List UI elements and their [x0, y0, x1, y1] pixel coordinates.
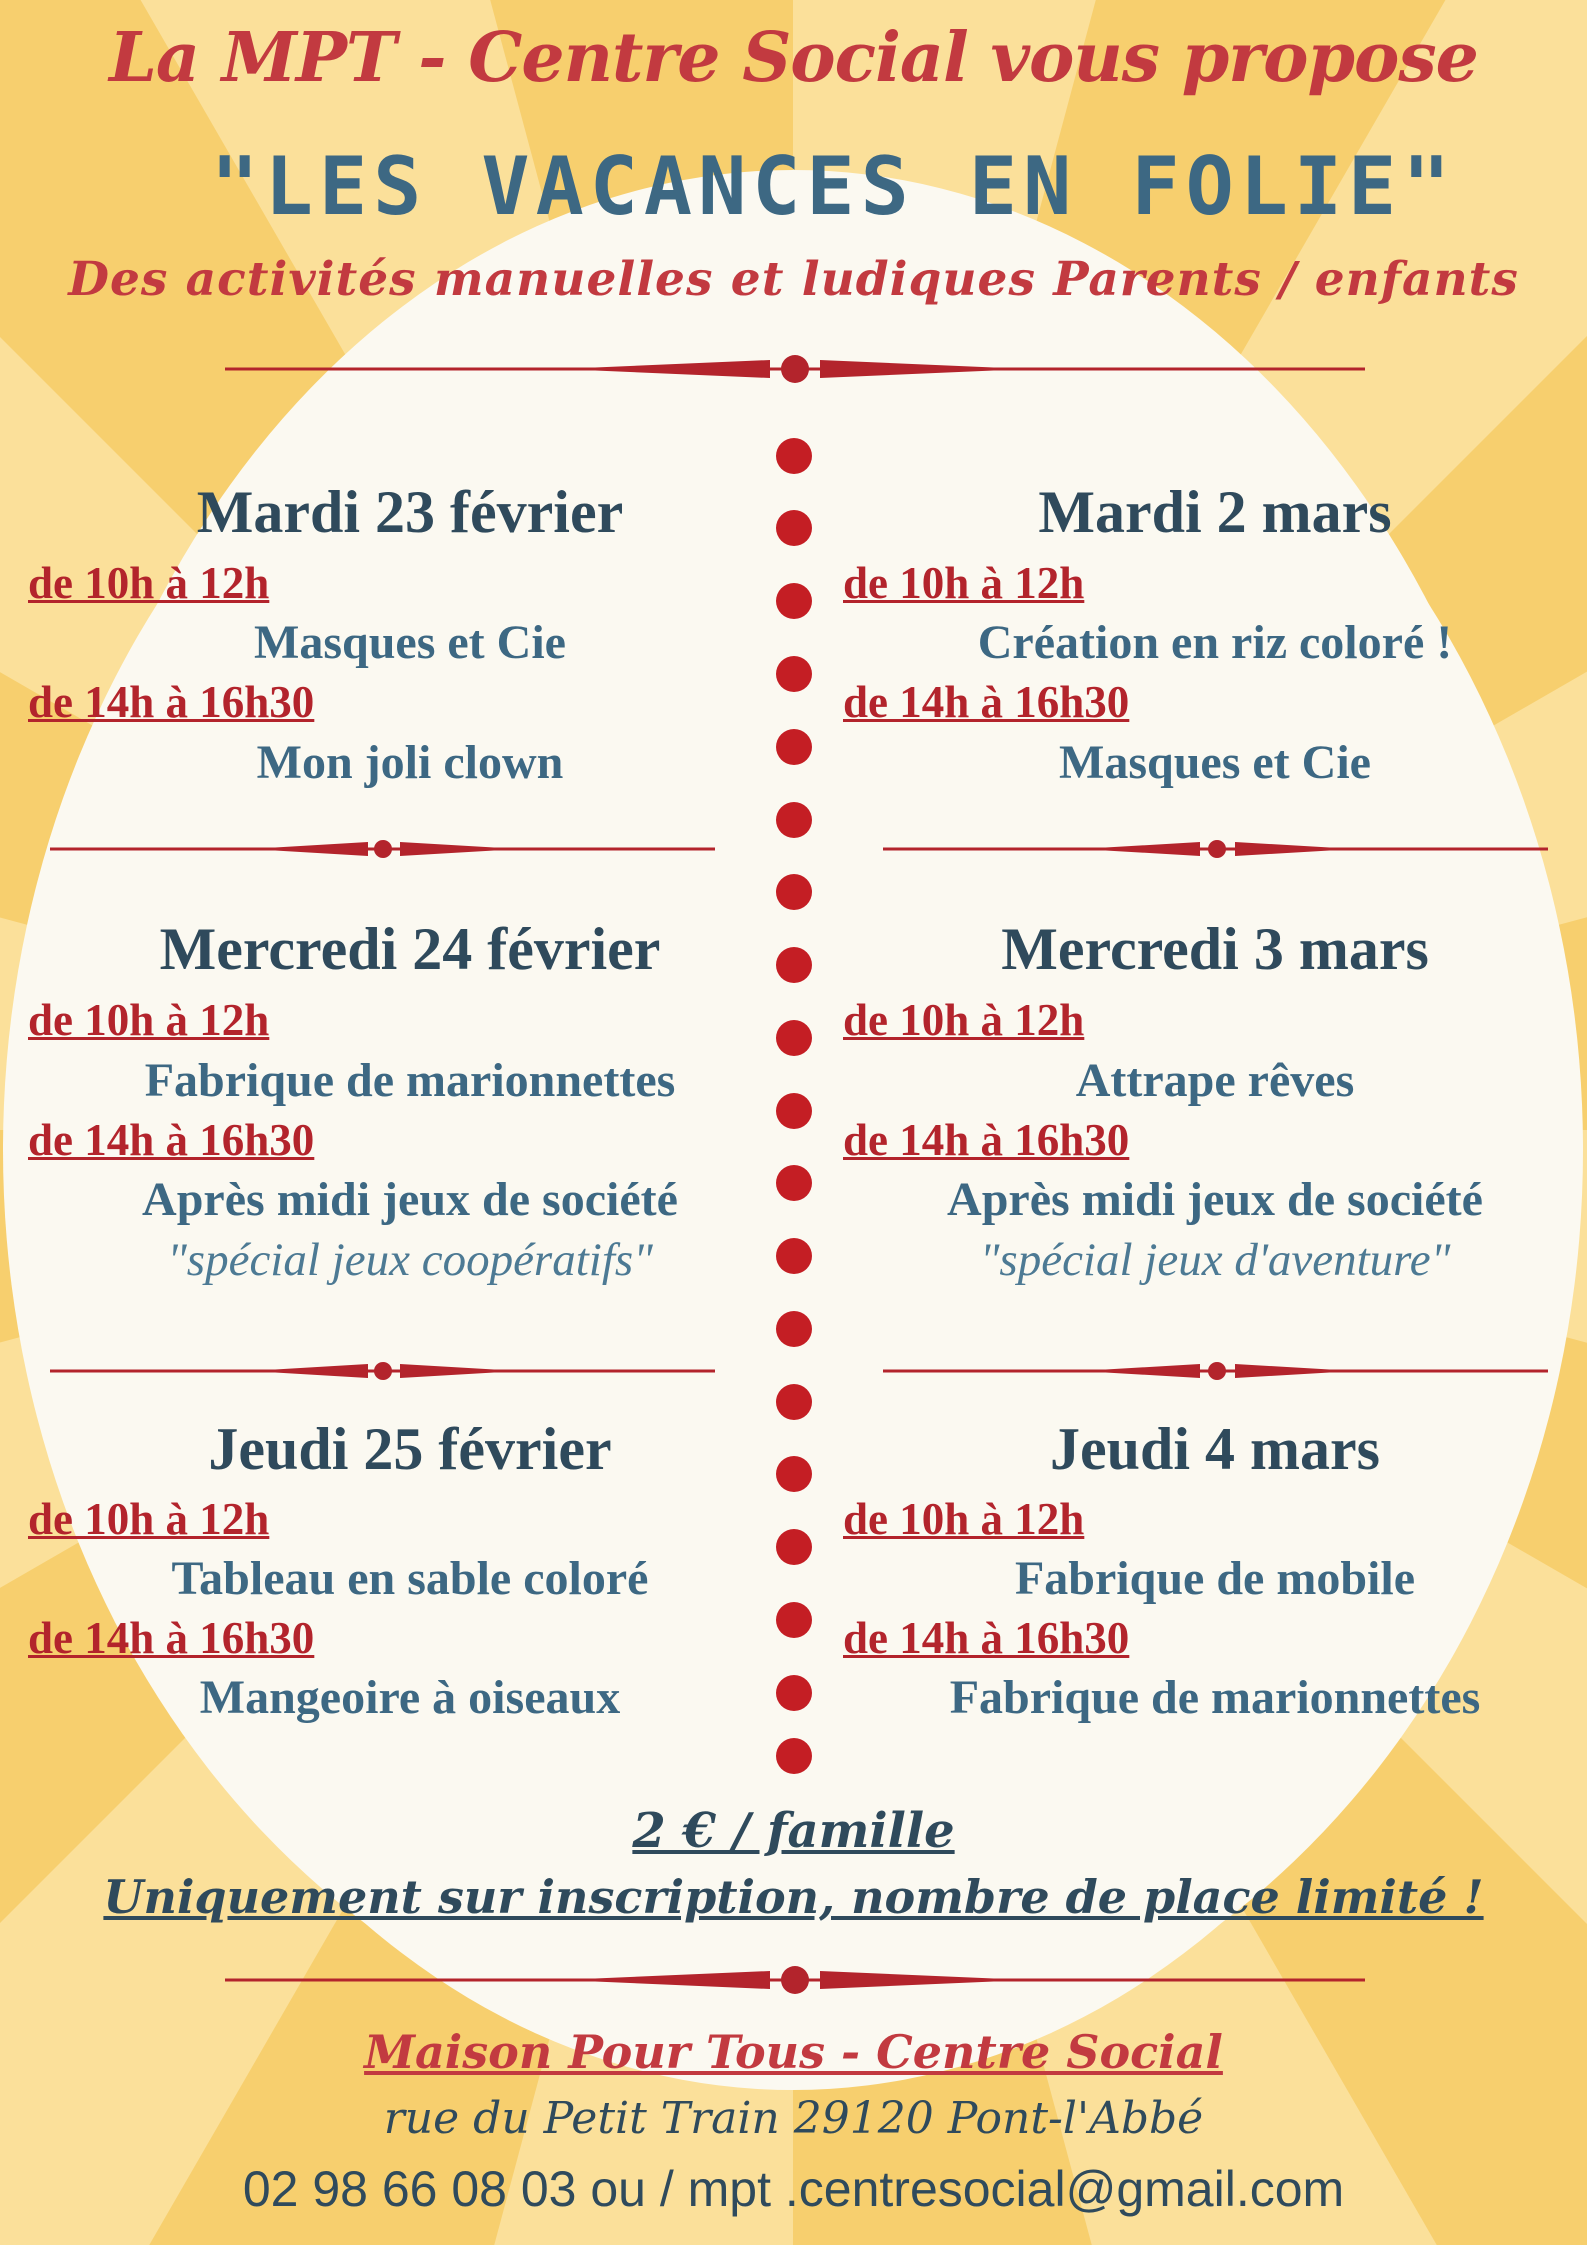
time-slot: de 10h à 12h: [28, 995, 270, 1045]
separator-dot: [776, 1020, 812, 1056]
separator-dot: [776, 438, 812, 474]
activity: Tableau en sable coloré: [171, 1552, 649, 1605]
time-slot: de 14h à 16h30: [843, 1115, 1130, 1165]
activity: Après midi jeux de société: [947, 1173, 1483, 1226]
registration-note: Uniquement sur inscription, nombre de place limité !: [103, 1870, 1484, 1924]
time-slot: de 10h à 12h: [843, 995, 1085, 1045]
activity: Après midi jeux de société: [142, 1173, 678, 1226]
activity: Création en riz coloré !: [977, 616, 1453, 669]
activity: Fabrique de marionnettes: [144, 1054, 676, 1107]
time-slot: de 10h à 12h: [843, 1494, 1085, 1544]
time-slot: de 14h à 16h30: [28, 1613, 315, 1663]
event-title: "LES VACANCES EN FOLIE": [210, 140, 1457, 233]
day-title: Jeudi 25 février: [208, 1416, 612, 1482]
main-title: La MPT - Centre Social vous propose: [109, 18, 1478, 98]
day-title: Mercredi 3 mars: [1001, 916, 1429, 982]
separator-dot: [776, 874, 812, 910]
tagline: Des activités manuelles et ludiques Parents / enfants: [68, 252, 1519, 307]
day-title: Jeudi 4 mars: [1050, 1416, 1380, 1482]
day-title: Mardi 2 mars: [1038, 479, 1392, 545]
separator-dot: [776, 1311, 812, 1347]
time-slot: de 10h à 12h: [28, 1494, 270, 1544]
time-slot: de 14h à 16h30: [843, 1613, 1130, 1663]
activity-note: "spécial jeux coopératifs": [167, 1234, 653, 1286]
day-title: Mercredi 24 février: [159, 916, 661, 982]
activity: Fabrique de mobile: [1014, 1552, 1415, 1605]
separator-dot: [776, 1738, 812, 1774]
separator-dot: [776, 583, 812, 619]
address: rue du Petit Train 29120 Pont-l'Abbé: [383, 2093, 1204, 2144]
activity: Mangeoire à oiseaux: [199, 1671, 621, 1724]
activity: Fabrique de marionnettes: [949, 1671, 1481, 1724]
time-slot: de 14h à 16h30: [28, 677, 315, 727]
activity: Mon joli clown: [256, 736, 564, 789]
time-slot: de 14h à 16h30: [28, 1115, 315, 1165]
activity-note: "spécial jeux d'aventure": [979, 1234, 1451, 1286]
activity: Masques et Cie: [254, 616, 566, 669]
time-slot: de 10h à 12h: [843, 558, 1085, 608]
time-slot: de 10h à 12h: [28, 558, 270, 608]
time-slot: de 14h à 16h30: [843, 677, 1130, 727]
activity: Attrape rêves: [1075, 1054, 1355, 1107]
separator-dot: [776, 802, 812, 838]
activity: Masques et Cie: [1059, 736, 1371, 789]
separator-dot: [776, 1602, 812, 1638]
price-label: 2 € / famille: [632, 1803, 955, 1859]
organization-name: Maison Pour Tous - Centre Social: [364, 2025, 1223, 2079]
day-title: Mardi 23 février: [196, 479, 624, 545]
contact-info: 02 98 66 08 03 ou / mpt .centresocial@gmail.com: [242, 2161, 1345, 2217]
